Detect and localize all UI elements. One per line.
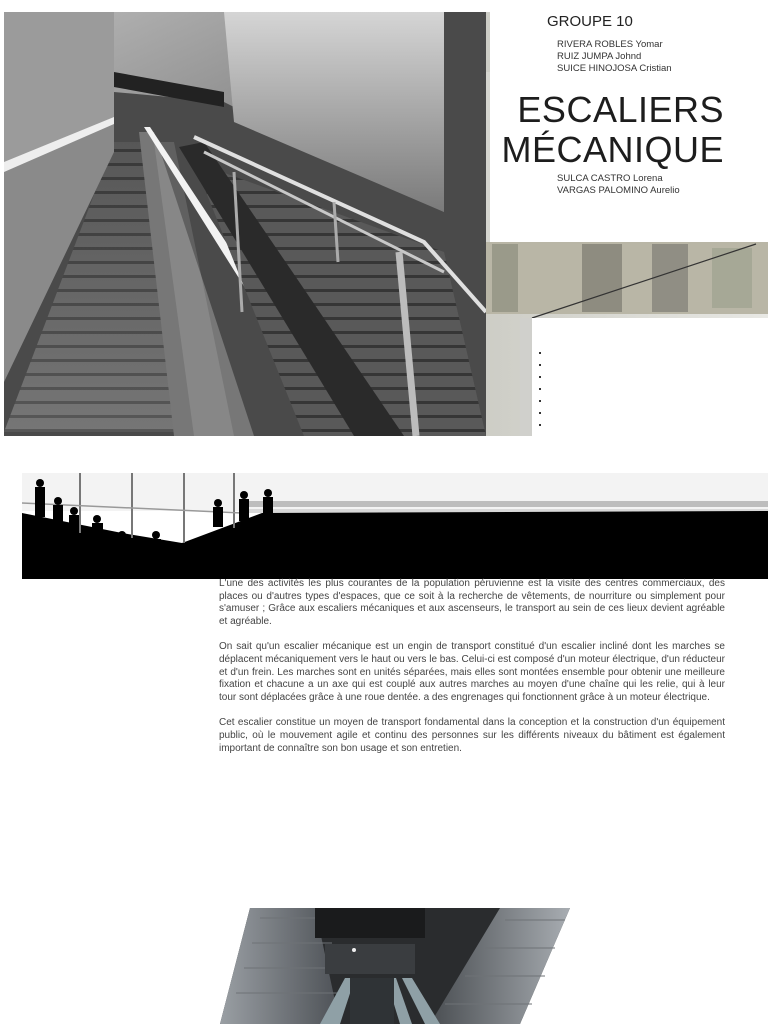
- title-line-2: MÉCANIQUE: [501, 129, 724, 170]
- member-name: SUICE HINOJOSA Cristian: [557, 63, 672, 74]
- member-name: RIVERA ROBLES Yomar: [557, 39, 663, 50]
- paragraph: On sait qu'un escalier mécanique est un engin de transport constitué d'un escalier incliné dont les marches se déplacent mécaniquement vers le haut ou vers le bas. Celui-ci est composé d'un moteur électrique, d'un réducteur et d'un frein. Les marches sont en unités séparées, mais elles sont montées ensemble pour obtenir une meilleure fixation et chacune a un axe qui est couplé aux autres marches au moyen d'une chaîne qui les relie, qui à leur tour sont déplacées grâce à une roue dentée. a des engrenages qui fonctionnent grâce à un moteur électrique.: [219, 641, 725, 703]
- members-bottom: [557, 173, 680, 197]
- title-line-1: ESCALIERS: [517, 89, 724, 130]
- body-text: [219, 578, 725, 768]
- silhouette-band-image: [22, 473, 768, 579]
- document-title: [501, 90, 724, 170]
- members-top: [557, 39, 672, 75]
- group-title: GROUPE 10: [547, 13, 633, 30]
- member-name: RUIZ JUMPA Johnd: [557, 51, 642, 62]
- tunnel-escalator-photo: [140, 908, 620, 1024]
- escalator-photo: [4, 12, 486, 436]
- paragraph: Cet escalier constitue un moyen de transport fondamental dans la conception et la construction d'un équipement public, où le mouvement agile et continu des personnes sur les différents niveaux du bâtiment est également important de connaître son bon usage et son entretien.: [219, 717, 725, 754]
- paragraph: L'une des activités les plus courantes de la population péruvienne est la visite des centres commerciaux, des places ou d'autres types d'espaces, que ce soit à la recherche de vêtements, de nourriture ou simplement pour s'amuser ; Grâce aux escaliers mécaniques et aux ascenseurs, le transport au sein de ces lieux devient agréable et agréable.: [219, 578, 725, 627]
- member-name: VARGAS PALOMINO Aurelio: [557, 185, 680, 196]
- member-name: SULCA CASTRO Lorena: [557, 173, 663, 184]
